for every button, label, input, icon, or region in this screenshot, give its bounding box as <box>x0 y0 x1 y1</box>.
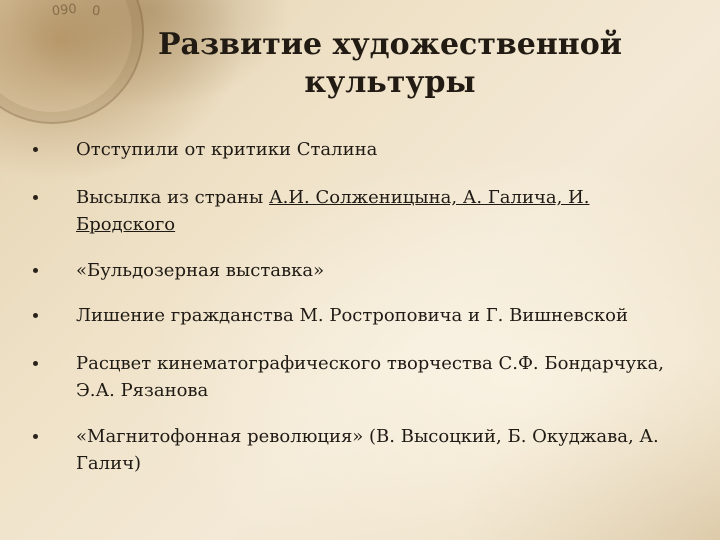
slide-title-line: Развитие художественной <box>157 27 623 62</box>
list-item-link[interactable]: Бродского <box>76 214 176 235</box>
list-item <box>76 257 686 284</box>
list-item <box>76 350 686 404</box>
list-item-text: «Магнитофонная революция» (В. Высоцкий, Б. Окуджава, А. <box>76 426 659 447</box>
list-item <box>76 302 686 329</box>
list-item-text: Э.А. Рязанова <box>76 380 209 401</box>
bullet-icon <box>33 147 38 152</box>
list-item <box>76 184 686 238</box>
list-item-link[interactable]: А.И. Солженицына, А. Галича, И. <box>268 187 590 208</box>
compass-number: 0 <box>90 3 102 20</box>
list-item-text: «Бульдозерная выставка» <box>76 260 325 281</box>
slide-title-line: культуры <box>304 65 476 100</box>
compass-number: 090 <box>51 1 78 20</box>
list-item-text: Высылка из страны <box>76 187 269 208</box>
bullet-icon <box>33 195 38 200</box>
bullet-icon <box>33 434 38 439</box>
list-item <box>76 136 686 163</box>
list-item <box>76 423 686 477</box>
list-item-text: Расцвет кинематографического творчества С.Ф. Бондарчука, <box>76 353 664 374</box>
list-item-text: Галич) <box>76 453 142 474</box>
list-item-text: Отступили от критики Сталина <box>76 139 378 160</box>
list-item-text: Лишение гражданства М. Ростроповича и Г. Вишневской <box>76 305 628 326</box>
bullet-icon <box>33 268 38 273</box>
bullet-icon <box>33 361 38 366</box>
bullet-icon <box>33 313 38 318</box>
